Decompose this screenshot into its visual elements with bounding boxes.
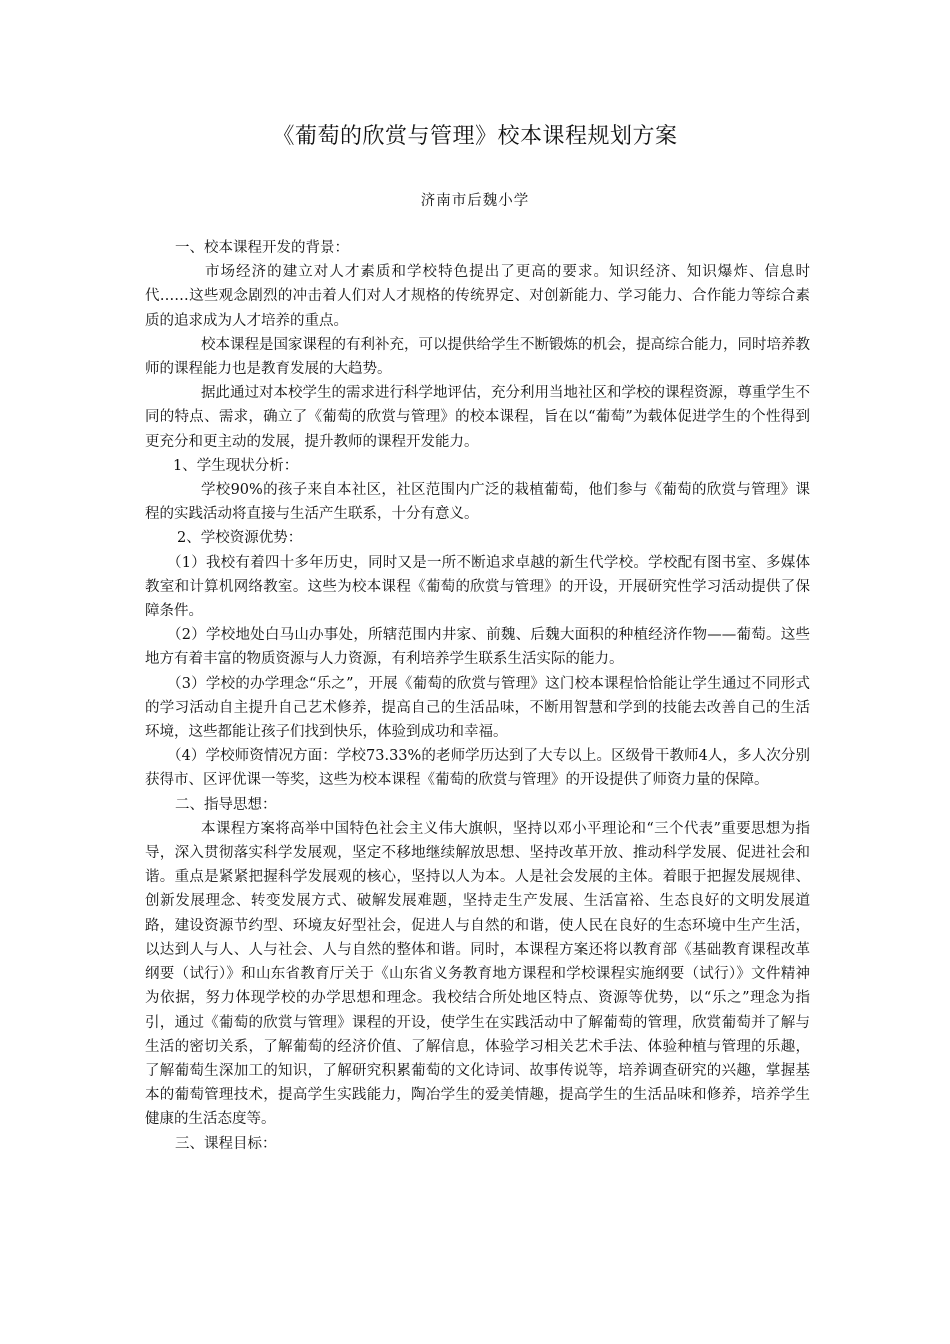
resource-item-4: （4）学校师资情况方面：学校73.33%的老师学历达到了大专以上。区级骨干教师4人，多人次分别获得市、区评优课一等奖，这些为校本课程《葡萄的欣赏与管理》的开设提供了师资力量的保障。 bbox=[145, 748, 810, 789]
paragraph-guiding-thought: 本课程方案将高举中国特色社会主义伟大旗帜，坚持以邓小平理论和“三个代表”重要思想为指导，深入贯彻落实科学发展观，坚定不移地继续解放思想、坚持改革开放、推动科学发展、促进社会和谐。重点是紧紧把握科学发展观的核心，坚持以人为本。人是社会发展的主体。着眼于把握发展规律、创新发展理念、转变发展方式、破解发展难题，坚持走生产发展、生活富裕、生态良好的文明发展道路，建设资源节约型、环境友好型社会，促进人与自然的和谐，使人民在良好的生态环境中生产生活，以达到人与人、人与社会、人与自然的整体和谐。同时，本课程方案还将以教育部《基础教育课程改革纲要（试行）》和山东省教育厅关于《山东省义务教育地方课程和学校课程实施纲要（试行）》文件精神为依据，努力体现学校的办学思想和理念。我校结合所处地区特点、资源等优势，以“乐之”理念为指引，通过《葡萄的欣赏与管理》课程的开设，使学生在实践活动中了解葡萄的管理，欣赏葡萄并了解与生活的密切关系，了解葡萄的经济价值、了解信息，体验学习相关艺术手法、体验种植与管理的乐趣，了解葡萄生深加工的知识，了解研究积累葡萄的文化诗词、故事传说等，培养调查研究的兴趣，掌握基本的葡萄管理技术，提高学生实践能力，陶冶学生的爱美情趣，提高学生的生活品味和修养，培养学生健康的生活态度等。 bbox=[145, 820, 810, 1128]
paragraph-student-analysis: 学校90%的孩子来自本社区，社区范围内广泛的栽植葡萄，他们参与《葡萄的欣赏与管理》课程的实践活动将直接与生活产生联系，十分有意义。 bbox=[145, 482, 810, 523]
section-heading-background: 一、校本课程开发的背景： bbox=[175, 240, 349, 256]
paragraph-background-3: 据此通过对本校学生的需求进行科学地评估，充分利用当地社区和学校的课程资源，尊重学生不同的特点、需求，确立了《葡萄的欣赏与管理》的校本课程，旨在以“葡萄”为载体促进学生的个性得到更充分和更主动的发展，提升教师的课程开发能力。 bbox=[145, 385, 810, 450]
subheading-school-resources: 2、学校资源优势： bbox=[177, 530, 303, 547]
document-title: 《葡萄的欣赏与管理》校本课程规划方案 bbox=[272, 124, 678, 149]
paragraph-background-2: 校本课程是国家课程的有利补充，可以提供给学生不断锻炼的机会，提高综合能力，同时培养教师的课程能力也是教育发展的大趋势。 bbox=[145, 336, 810, 378]
resource-item-2: （2）学校地处白马山办事处，所辖范围内井家、前魏、后魏大面积的种植经济作物——葡萄。这些地方有着丰富的物质资源与人力资源，有利培养学生联系生活实际的能力。 bbox=[145, 627, 810, 668]
resource-item-3: （3）学校的办学理念“乐之”，开展《葡萄的欣赏与管理》这门校本课程恰恰能让学生通过不同形式的学习活动自主提升自己艺术修养，提高自己的生活品味，不断用智慧和学到的技能去改善自己的生活环境，这些都能让孩子们找到快乐，体验到成功和幸福。 bbox=[145, 675, 810, 741]
paragraph-background-1: 市场经济的建立对人才素质和学校特色提出了更高的要求。知识经济、知识爆炸、信息时代……这些观念剧烈的冲击着人们对人才规格的传统界定、对创新能力、学习能力、合作能力等综合素质的追求成为人才培养的重点。 bbox=[145, 264, 810, 329]
resource-item-1: （1）我校有着四十多年历史，同时又是一所不断追求卓越的新生代学校。学校配有图书室、多媒体教室和计算机网络教室。这些为校本课程《葡萄的欣赏与管理》的开设，开展研究性学习活动提供了保障条件。 bbox=[145, 554, 810, 620]
section-heading-course-goals: 三、课程目标： bbox=[175, 1135, 277, 1152]
document-author: 济南市后魏小学 bbox=[420, 193, 530, 209]
section-heading-guiding-thought: 二、指导思想： bbox=[175, 796, 277, 813]
document-body bbox=[145, 236, 810, 1156]
subheading-student-analysis: 1、学生现状分析： bbox=[173, 457, 299, 474]
